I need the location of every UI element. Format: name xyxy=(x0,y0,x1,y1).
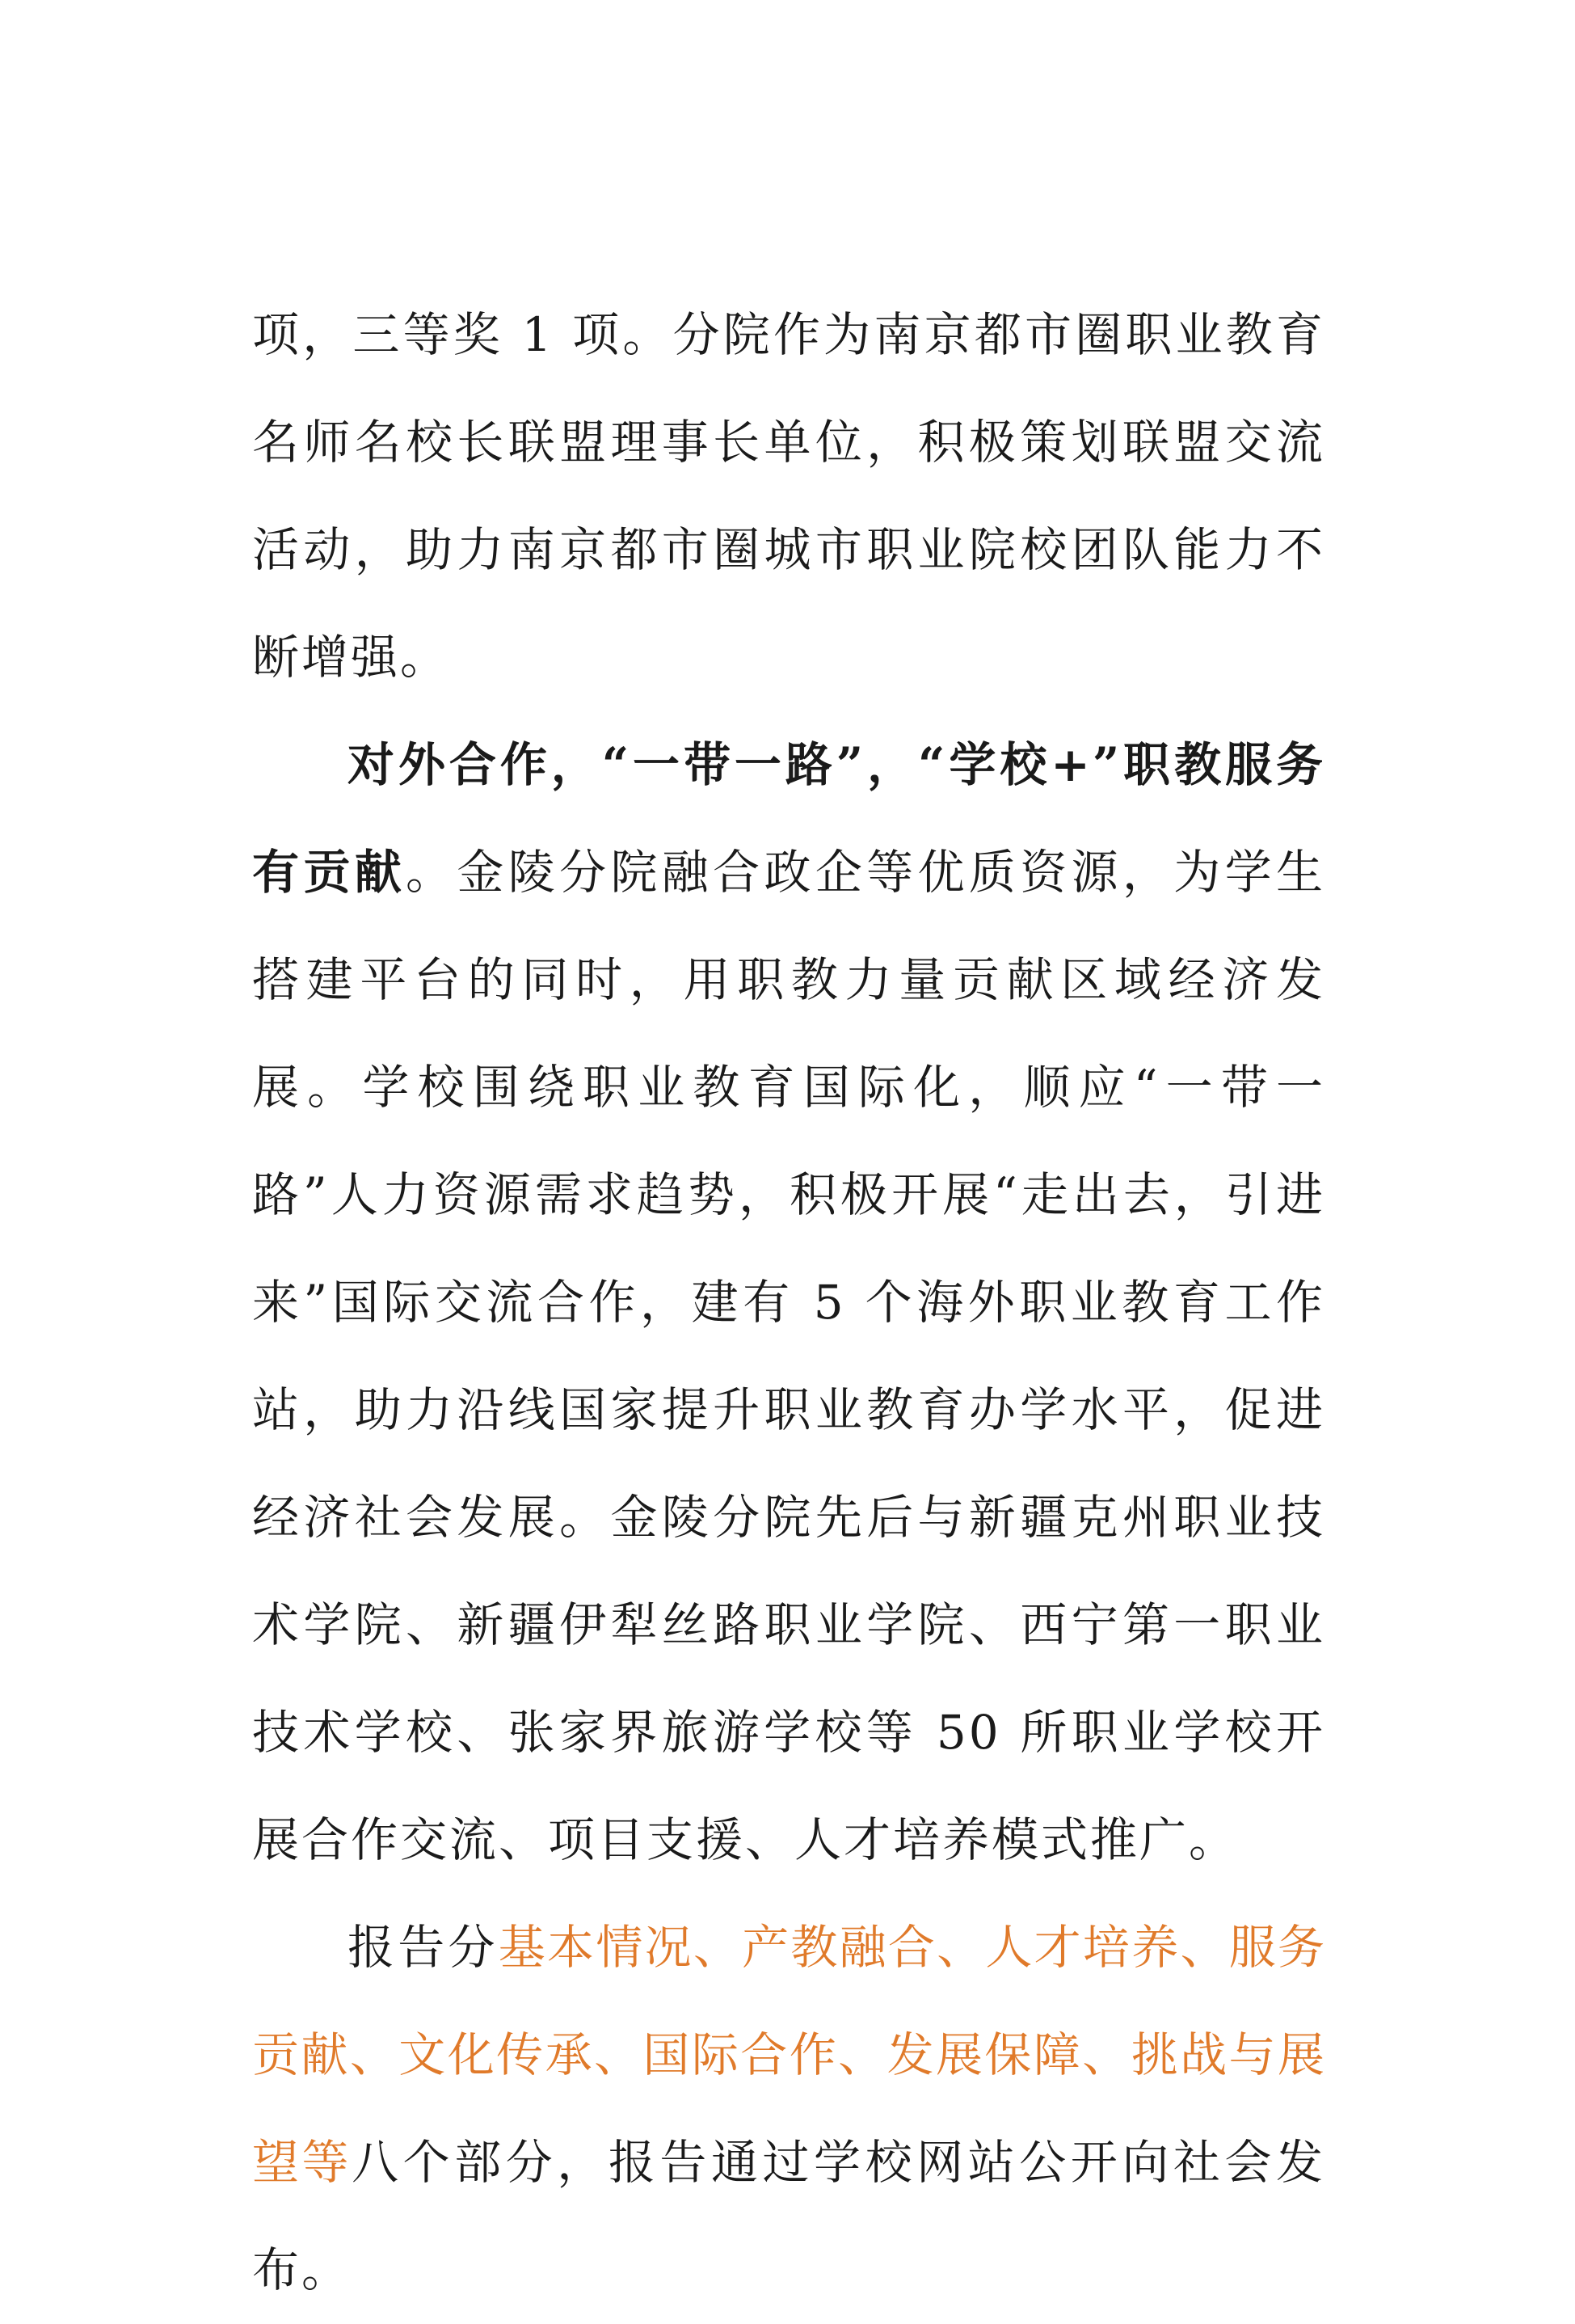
report-sections-highlight: 基本情况、产教融合、人才培养、服务贡献、文化传承、国际合作、发展保障、挑战与展望等 xyxy=(252,1920,1325,2190)
section-heading-external-cooperation: 对外合作，“一带一路”，“学校+”职教服务有贡献 xyxy=(252,737,1325,900)
paragraph-report-structure xyxy=(252,1894,1325,2324)
report-structure-suffix: 八个部分，报告通过学校网站公开向社会发布。 xyxy=(252,2135,1325,2297)
report-body xyxy=(252,281,1325,2324)
paragraph-external-cooperation-text: 。金陵分院融合政企等优质资源，为学生搭建平台的同时，用职教力量贡献区域经济发展。学校围绕职业教育国际化，顺应“一带一路”人力资源需求趋势，积极开展“走出去，引进来”国际交流合作，建有 5 个海外职业教育工作站，助力沿线国家提升职业教育办学水平，促进经济社会发展。金陵分院先后与新疆克州职业技术学院、新疆伊犁丝路职业学院、西宁第一职业技术学校、张家界旅游学校等 50 所职业学校开展合作交流、项目支援、人才培养模式推广。 xyxy=(252,845,1325,1867)
paragraph-alliance-text: 项，三等奖 1 项。分院作为南京都市圈职业教育名师名校长联盟理事长单位，积极策划联盟交流活动，助力南京都市圈城市职业院校团队能力不断增强。 xyxy=(252,307,1325,685)
report-structure-prefix: 报告分 xyxy=(347,1920,499,1975)
paragraph-alliance xyxy=(252,281,1325,711)
paragraph-external-cooperation xyxy=(252,711,1325,1894)
